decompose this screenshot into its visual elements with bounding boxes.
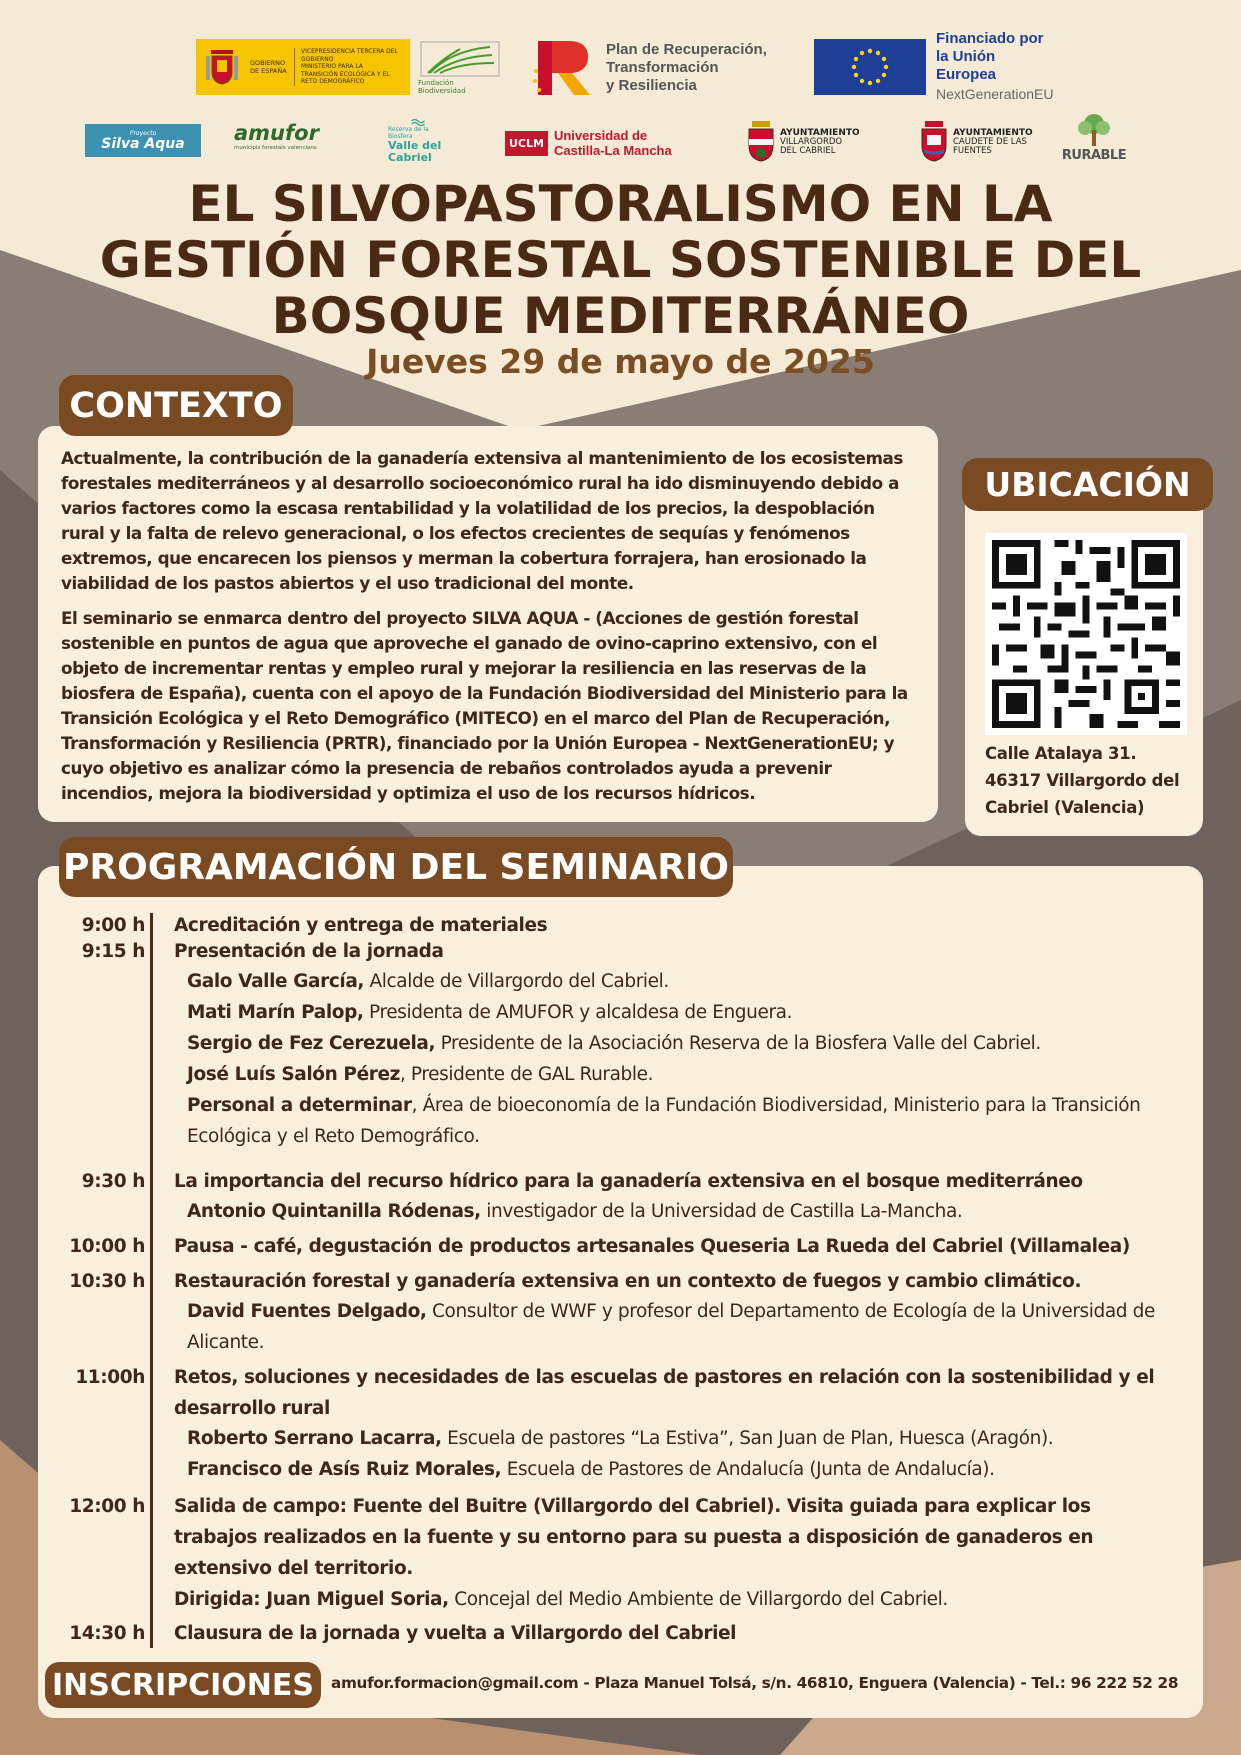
coat-of-arms-icon [196,39,248,95]
venue-address: Calle Atalaya 31. 46317 Villargordo del Cabriel (Valencia) [985,744,1180,817]
schedule-title: Presentación de la jornada [174,941,444,962]
schedule-title: Salida de campo: Fuente del Buitre (Villargordo del Cabriel). Visita guiada para explicar los trabajos realizados en la fuente y su entorno para su puesta a disposición de ganaderos en extensivo del territorio. [174,1496,1094,1579]
event-date: Jueves 29 de mayo de 2025 [366,342,875,381]
schedule-time: 12:00 h [69,1496,145,1517]
contexto-label: CONTEXTO [59,375,293,436]
schedule-time: 10:00 h [69,1236,145,1257]
schedule-time: 10:30 h [69,1271,145,1292]
schedule-time: 11:00h [75,1367,145,1388]
contexto-paragraph: Actualmente, la contribución de la ganadería extensiva al mantenimiento de los ecosistemas forestales mediterráneos y al desarrollo socioeconómico rural ha ido disminuyendo debido a varios factores como la escasa rentabilidad y la volatilidad de los precios, la despoblación rural y la falta de relevo generacional, o los efectos crecientes de sequías y fenómenos extremos, que encarecen los piensos y merman la cobertura forrajera, han erosionado la viabilidad de los pastos abiertos y el uso tradicional del monte. [61,448,903,593]
fundacion-biodiversidad-logo: Fundación Biodiversidad [418,39,502,95]
schedule-title: Pausa - café, degustación de productos artesanales Queseria La Rueda del Cabriel (Villamalea) [174,1236,1130,1257]
prtr-logo: Plan de Recuperación, Transformación y Resiliencia [530,37,800,99]
inscripciones-label: INSCRIPCIONES [45,1662,321,1708]
schedule-time: 9:30 h [81,1171,145,1192]
ayuntamiento-caudete-logo: AYUNTAMIENTO CAUDETE DE LAS FUENTES [919,117,1039,167]
contexto-text [61,446,921,816]
valle-cabriel-logo: Reserva de la Biosfera Valle del Cabriel [388,118,448,164]
schedule-time: 9:15 h [81,941,145,962]
caudete-shield-icon [919,119,949,165]
waves-icon [403,118,433,126]
prtr-r-icon [530,37,596,99]
timeline-divider [150,913,153,1648]
ubicacion-label: UBICACIÓN [962,458,1213,511]
silva-aqua-logo: Proyecto Silva Aqua [85,124,201,157]
schedule-title: Clausura de la jornada y vuelta a Villargordo del Cabriel [174,1623,737,1644]
gobierno-espana-logo: GOBIERNO DE ESPAÑA VICEPRESIDENCIA TERCERA DEL GOBIERNO MINISTERIO PARA LA TRANSICIÓN ECOLÓGICA Y EL RETO DEMOGRÁFICO [196,39,410,95]
inscripciones-contact[interactable]: amufor.formacion@gmail.com - Plaza Manuel Tolsá, s/n. 46810, Enguera (Valencia) - Tel.: 96 222 52 28 [331,1674,1179,1692]
programacion-label: PROGRAMACIÓN DEL SEMINARIO [59,837,733,897]
schedule-title: Acreditación y entrega de materiales [174,915,548,936]
amufor-logo: amufor municipis forestals valencians [234,121,319,151]
rurable-logo: RURABLE [1062,112,1126,170]
contexto-paragraph: El seminario se enmarca dentro del proyecto SILVA AQUA - (Acciones de gestión forestal sostenible en puntos de agua que aproveche el ganado de ovino-caprino extensivo, con el objeto de incrementar rentas y empleo rural y mejorar la resiliencia en las reservas de la biosfera de España), cuenta con el apoyo de la Fundación Biodiversidad del Ministerio para la Transición Ecológica y el Reto Demográfico (MITECO) en el marco del Plan de Recuperación, Transformación y Resiliencia (PRTR), financiado por la Unión Europea - NextGenerationEU; y cuyo objetivo es analizar cómo la presencia de rebaños controlados ayuda a prevenir incendios, mejora la biodiversidad y optimiza el uso de los recursos hídricos. [61,608,908,803]
villargordo-shield-icon [746,119,776,165]
uclm-logo: UCLM Universidad de Castilla-La Mancha [505,125,695,161]
tree-icon [1069,112,1119,148]
schedule-title: Retos, soluciones y necesidades de las escuelas de pastores en relación con la sostenibilidad y el desarrollo rural [174,1367,1155,1419]
grass-icon [420,41,500,77]
schedule-title: Restauración forestal y ganadería extensiva en un contexto de fuegos y cambio climático. [174,1271,1082,1292]
schedule-time: 14:30 h [69,1623,145,1644]
ayuntamiento-villargordo-logo: AYUNTAMIENTO VILLARGORDO DEL CABRIEL [746,117,866,167]
page-title: EL SILVOPASTORALISMO EN LA GESTIÓN FORESTAL SOSTENIBLE DEL BOSQUE MEDITERRÁNEO [99,175,1142,345]
eu-funding-logo: Financiado por la Unión Europea NextGenerationEU [814,39,1044,95]
schedule-title: La importancia del recurso hídrico para la ganadería extensiva en el bosque mediterráneo [174,1171,1083,1192]
eu-flag-icon [814,39,926,95]
qr-code-icon[interactable] [985,533,1187,735]
schedule-time: 9:00 h [81,915,145,936]
